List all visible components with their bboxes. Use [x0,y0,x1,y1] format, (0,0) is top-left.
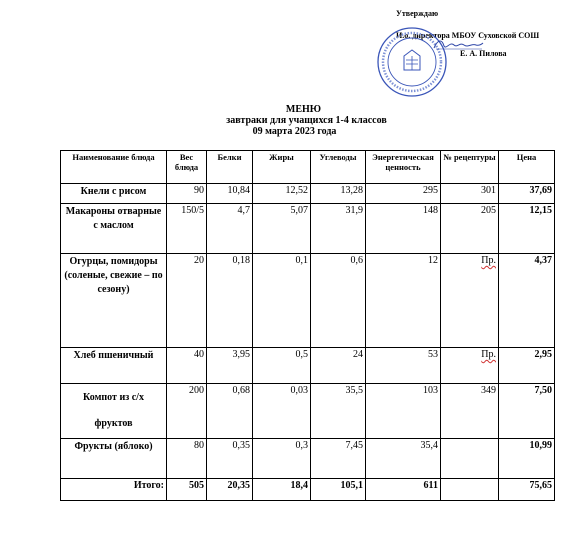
dish-protein: 4,7 [207,204,253,254]
dish-recipe: 349 [441,384,499,439]
menu-date: 09 марта 2023 года [252,126,337,137]
dish-carbs: 24 [311,348,366,384]
header-recipe: № рецептуры [441,151,499,184]
header-carbs: Углеводы [311,151,366,184]
dish-fat: 0,5 [253,348,311,384]
header-protein: Белки [207,151,253,184]
total-carbs: 105,1 [311,479,366,501]
approval-signer: Е. А. Пилова [460,49,507,58]
dish-recipe [441,439,499,479]
dish-weight: 150/5 [167,204,207,254]
header-weight: Вес блюда [167,151,207,184]
dish-name: Кнели с рисом [61,184,167,204]
table-row [61,184,555,204]
dish-protein: 3,95 [207,348,253,384]
dish-recipe [441,254,499,348]
recipe-code: Пр. [481,255,496,266]
menu-title: МЕНЮ [285,104,322,115]
total-energy: 611 [366,479,441,501]
table-row [61,254,555,348]
dish-name: Хлеб пшеничный [61,348,167,384]
dish-protein: 0,68 [207,384,253,439]
dish-name: Фрукты (яблоко) [61,439,167,479]
dish-fat: 0,03 [253,384,311,439]
dish-energy: 295 [366,184,441,204]
dish-price: 37,69 [499,184,555,204]
dish-energy: 148 [366,204,441,254]
dish-price: 10,99 [499,439,555,479]
dish-name: Компот из с/х фруктов [61,384,167,439]
dish-carbs: 31,9 [311,204,366,254]
total-recipe [441,479,499,501]
table-row [61,348,555,384]
dish-carbs: 0,6 [311,254,366,348]
approval-position: И.о. директора МБОУ Суховской СОШ [396,31,540,40]
table-header-row [61,151,555,184]
dish-carbs: 7,45 [311,439,366,479]
table-row [61,439,555,479]
total-price: 75,65 [499,479,555,501]
dish-price: 2,95 [499,348,555,384]
header-fat: Жиры [253,151,311,184]
menu-subtitle: завтраки для учащихся 1-4 классов [226,115,387,126]
signature-mark [432,37,484,51]
dish-energy: 53 [366,348,441,384]
total-row [61,479,555,501]
dish-carbs: 35,5 [311,384,366,439]
dish-protein: 0,35 [207,439,253,479]
dish-fat: 5,07 [253,204,311,254]
menu-table [60,150,555,501]
total-fat: 18,4 [253,479,311,501]
table-row [61,204,555,254]
dish-weight: 200 [167,384,207,439]
dish-carbs: 13,28 [311,184,366,204]
header-dish-name: Наименование блюда [61,151,167,184]
dish-price: 4,37 [499,254,555,348]
dish-fat: 12,52 [253,184,311,204]
dish-energy: 35,4 [366,439,441,479]
total-label: Итого: [61,479,167,501]
header-energy: Энергетическая ценность [366,151,441,184]
dish-protein: 10,84 [207,184,253,204]
recipe-code: Пр. [481,349,496,360]
dish-price: 12,15 [499,204,555,254]
dish-energy: 12 [366,254,441,348]
approval-heading: Утверждаю [396,9,439,18]
dish-energy: 103 [366,384,441,439]
dish-recipe [441,348,499,384]
total-weight: 505 [167,479,207,501]
dish-price: 7,50 [499,384,555,439]
table-row [61,384,555,439]
dish-weight: 90 [167,184,207,204]
header-price: Цена [499,151,555,184]
dish-protein: 0,18 [207,254,253,348]
dish-recipe: 205 [441,204,499,254]
dish-name: Макароны отварные с маслом [61,204,167,254]
dish-weight: 80 [167,439,207,479]
dish-weight: 40 [167,348,207,384]
dish-name: Огурцы, помидоры (соленые, свежие – по сезону) [61,254,167,348]
total-protein: 20,35 [207,479,253,501]
dish-fat: 0,1 [253,254,311,348]
dish-weight: 20 [167,254,207,348]
dish-fat: 0,3 [253,439,311,479]
dish-recipe: 301 [441,184,499,204]
